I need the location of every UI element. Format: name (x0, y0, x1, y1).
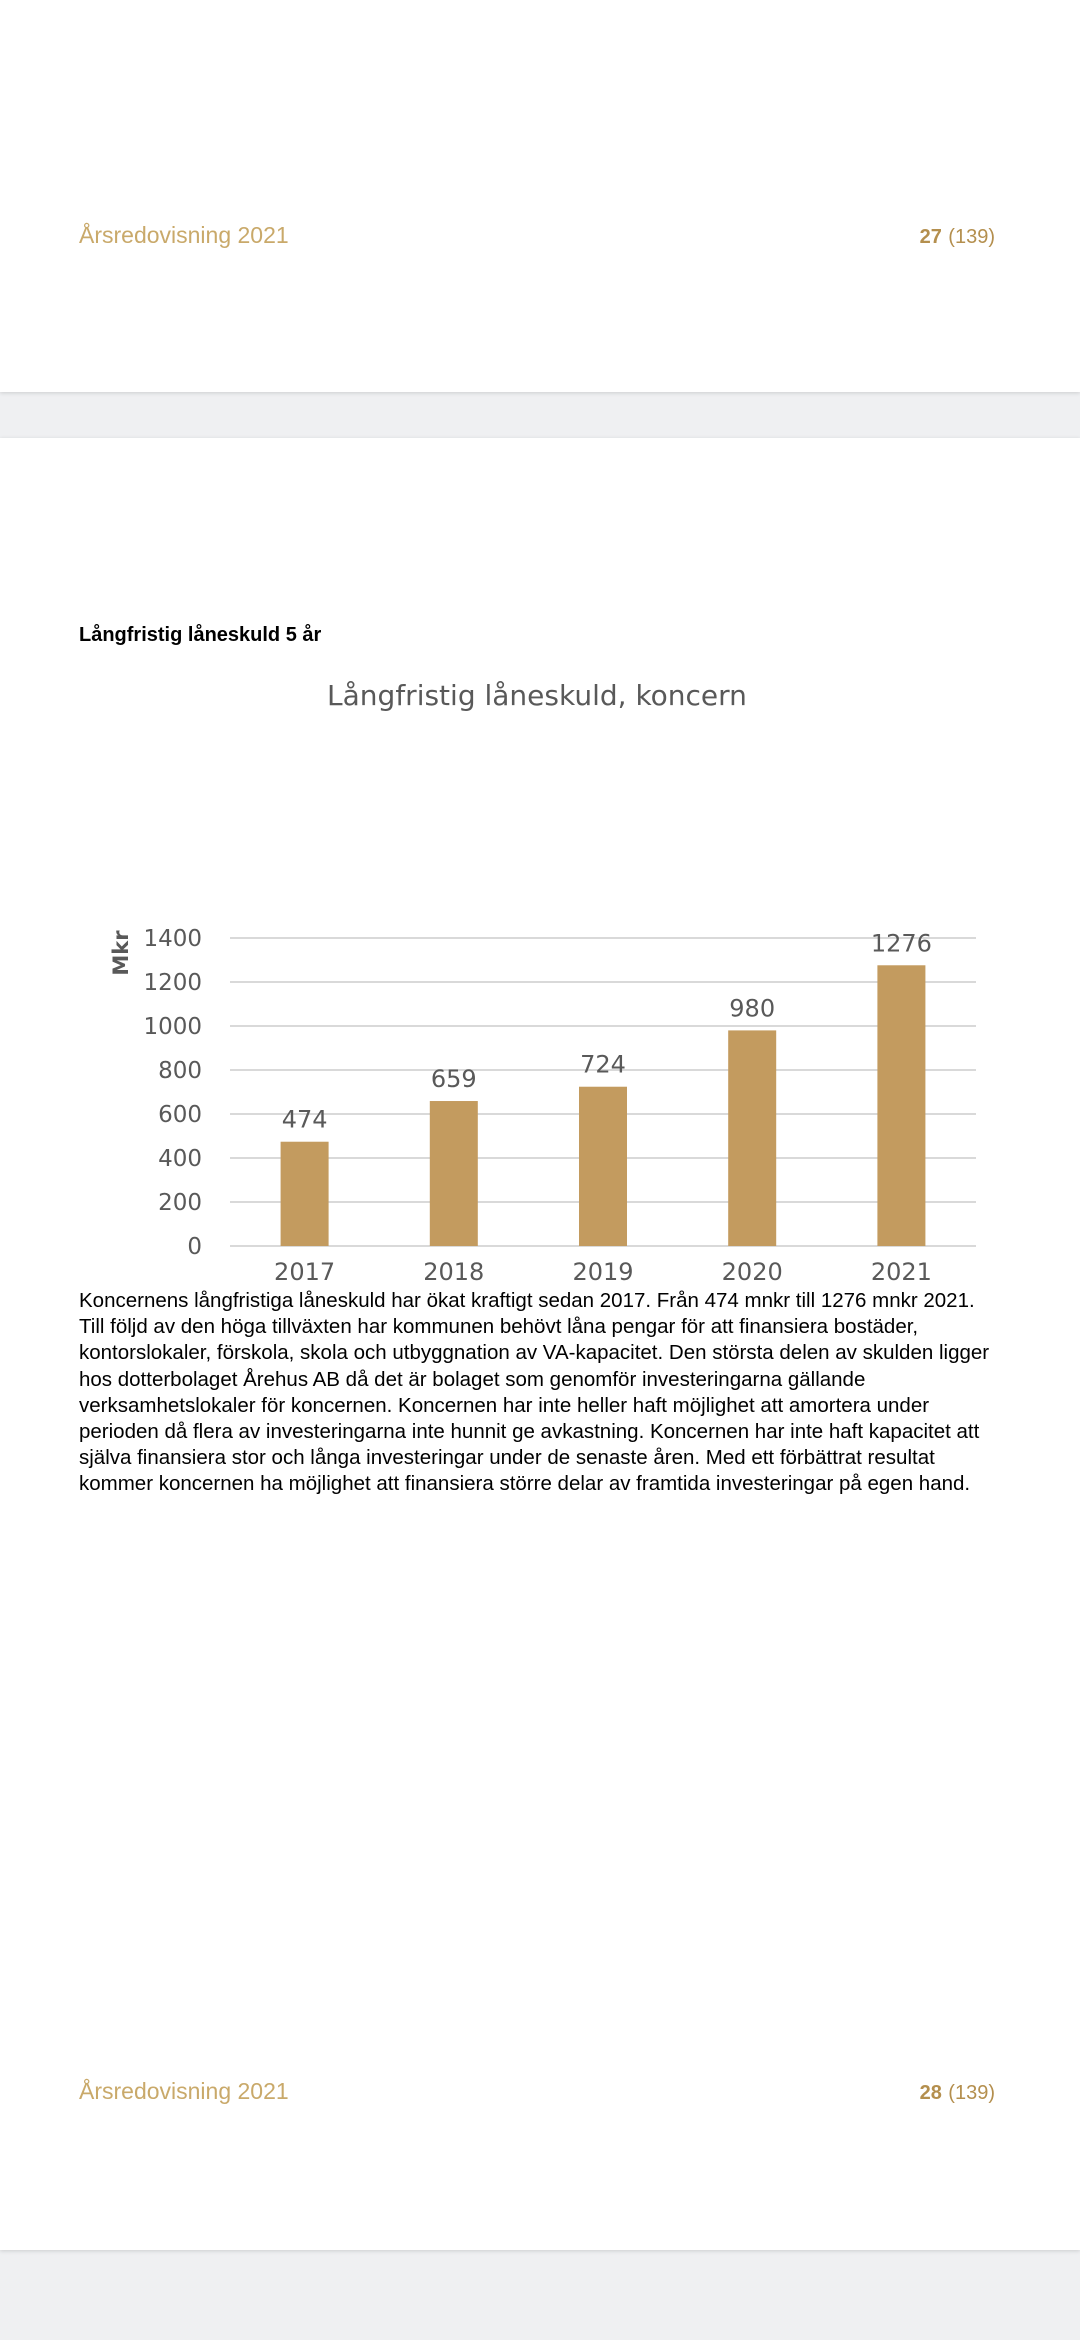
x-tick-label: 2017 (274, 1258, 336, 1286)
footer-page-number (920, 222, 995, 249)
x-tick-label: 2020 (721, 1258, 783, 1286)
page-total: (139) (948, 226, 995, 248)
chart-svg (79, 670, 999, 1290)
bar-2017 (281, 1142, 329, 1246)
data-label: 724 (580, 1050, 626, 1079)
page-footer (79, 222, 995, 249)
footer-title: Årsredovisning 2021 (79, 222, 289, 248)
x-axis-ticks (274, 1258, 932, 1286)
body-paragraph: Koncernens långfristiga låneskuld har ökat kraftigt sedan 2017. Från 474 mnkr till 1276 mnkr 2021. Till följd av den höga tillväxten har kommunen behövt låna pengar för att finansiera bostäder, kontorslokaler, förskola, skola och utbyggnation av VA-kapacitet. Den största delen av skulden ligger hos dotterbolaget Årehus AB då det är bolaget som genomför investeringarna gällande verksamhetslokaler för koncernen. Koncernen har inte heller haft möjlighet att amortera under perioden då flera av investeringarna inte hunnit ge avkastning. Koncernen har inte haft kapacitet att själva finansiera stor och långa investeringar under de senaste åren. Med ett förbättrat resultat kommer koncernen ha möjlighet att finansiera större delar av framtida investeringar på egen hand. (79, 1289, 990, 1496)
y-tick-label: 0 (187, 1234, 202, 1260)
y-tick-label: 600 (158, 1102, 202, 1128)
y-tick-label: 1400 (143, 926, 202, 952)
y-tick-label: 800 (158, 1058, 202, 1084)
page-27 (0, 0, 1080, 392)
data-label: 659 (430, 1065, 477, 1094)
y-tick-label: 200 (158, 1190, 202, 1216)
page-total: (139) (948, 2082, 995, 2104)
y-tick-label: 1200 (143, 970, 202, 996)
x-tick-label: 2021 (870, 1258, 932, 1286)
data-label: 1276 (870, 929, 932, 958)
x-tick-label: 2019 (572, 1258, 634, 1286)
y-axis-label: Mkr (109, 930, 133, 976)
section-heading: Långfristig låneskuld 5 år (79, 624, 322, 646)
data-label: 474 (281, 1105, 328, 1134)
y-tick-label: 400 (158, 1146, 202, 1172)
page-footer (79, 2078, 995, 2105)
page-number: 28 (919, 2082, 942, 2104)
bar-2021 (877, 965, 925, 1246)
bars (281, 965, 926, 1246)
x-tick-label: 2018 (423, 1258, 485, 1286)
bar-2020 (728, 1030, 776, 1246)
bar-2018 (430, 1101, 478, 1246)
data-label: 980 (729, 994, 776, 1023)
y-axis-ticks (143, 926, 202, 1260)
bar-2019 (579, 1087, 627, 1246)
page-number: 27 (919, 226, 942, 248)
footer-page-number (920, 2078, 995, 2105)
chart-title: Långfristig låneskuld, koncern (327, 679, 747, 712)
footer-title: Årsredovisning 2021 (79, 2078, 289, 2104)
bar-chart (79, 670, 999, 1290)
page-28 (0, 438, 1080, 2250)
y-tick-label: 1000 (143, 1014, 202, 1040)
